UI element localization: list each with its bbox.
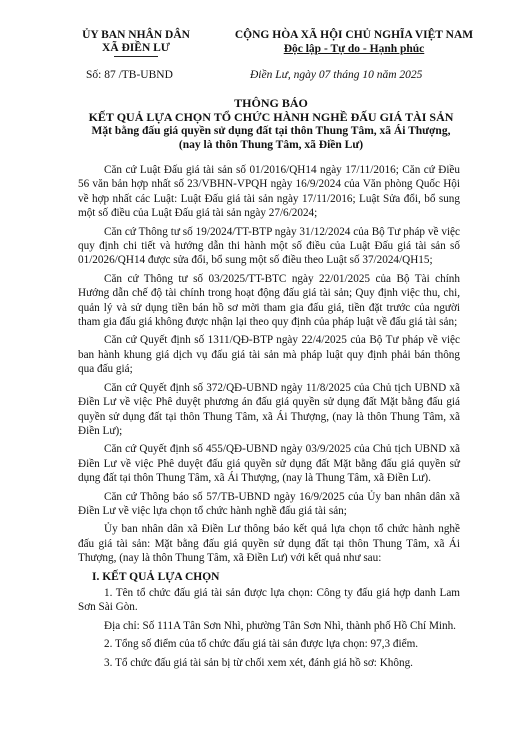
paragraph: Căn cứ Thông tư số 19/2024/TT-BTP ngày 31/12/2024 của Bộ Tư pháp về việc quy định chi tiết và hướng dẫn thi hành một số điều của Luật Đấu giá tài sản số 01/2026/QH14 được sửa đổi, bổ sung một số điều theo Luật số 37/2024/QH15; bbox=[78, 225, 460, 267]
paragraph: Căn cứ Thông tư số 03/2025/TT-BTC ngày 22/01/2025 của Bộ Tài chính Hướng dẫn chế độ tài chính trong hoạt động đấu giá tài sản; Quy định việc thu, chi, quản lý và sử dụng tiền bán hồ sơ mời tham gia đấu giá, tiền đặt trước của người tham gia đấu giá không được nhận lại theo quy định của pháp luật về đấu giá tài sản; bbox=[78, 272, 460, 329]
document-type: THÔNG BÁO bbox=[234, 96, 308, 110]
section-item: 2. Tổng số điểm của tổ chức đấu giá tài sản được lựa chọn: 97,3 điểm. bbox=[104, 638, 419, 651]
section-item: 1. Tên tổ chức đấu giá tài sản được lựa chọn: Công ty đấu giá hợp danh Lam Sơn Sài Gòn. bbox=[78, 586, 460, 614]
agency-line-1: ỦY BAN NHÂN DÂN bbox=[82, 29, 190, 41]
document-subtitle-2: (nay là thôn Thung Tâm, xã Điền Lư) bbox=[178, 139, 364, 151]
document-subtitle: Mặt bằng đấu giá quyền sử dụng đất tại thôn Thung Tâm, xã Ái Thượng, bbox=[91, 125, 451, 137]
agency-line-2: XÃ ĐIỀN LƯ bbox=[102, 42, 170, 54]
paragraph: Ủy ban nhân dân xã Điền Lư thông báo kết quả lựa chọn tổ chức hành nghề đấu giá tài sản: Mặt bằng đấu giá quyền sử dụng đất tại thôn Thung Tâm, xã Ái Thượng, (nay là thôn Thung Tâm, xã Điền Lư) với kết quả như sau: bbox=[78, 523, 460, 565]
paragraph: Căn cứ Quyết định số 1311/QĐ-BTP ngày 22/4/2025 của Bộ Tư pháp về việc ban hành khung giá dịch vụ đấu giá tài sản mà pháp luật quy định phải bán thông qua đấu giá; bbox=[78, 334, 460, 376]
section-heading: I. KẾT QUẢ LỰA CHỌN bbox=[92, 570, 220, 583]
national-heading bbox=[226, 29, 482, 56]
paragraph: Căn cứ Thông báo số 57/TB-UBND ngày 16/9/2025 của Ủy ban nhân dân xã Điền Lư về việc lựa chọn tổ chức hành nghề đấu giá tài sản; bbox=[78, 490, 460, 517]
agency-underline bbox=[114, 56, 158, 57]
paragraph: Căn cứ Luật Đấu giá tài sản số 01/2016/QH14 ngày 17/11/2016; Căn cứ Điều 56 văn bản hợp nhất số 23/VBHN-VPQH ngày 16/9/2024 của Văn phòng Quốc Hội về hợp nhất các Luật: Luật Đấu giá tài sản ngày 17/11/2016; Luật Sửa đổi, bổ sung một số điều của Luật Đấu giá tài sản ngày 27/6/2024; bbox=[78, 164, 460, 220]
paragraph: Căn cứ Quyết định số 372/QĐ-UBND ngày 11/8/2025 của Chủ tịch UBND xã Điền Lư về việc Phê duyệt phương án đấu giá quyền sử dụng đất Mặt bằng đấu giá quyền sử dụng đất tại thôn Thung Tâm, xã Ái Thượng, (nay là thôn Thung Tâm, xã Điền Lư); bbox=[78, 381, 460, 437]
issuing-agency bbox=[56, 29, 216, 57]
document-title: KẾT QUẢ LỰA CHỌN TỔ CHỨC HÀNH NGHỀ ĐẤU GIÁ TÀI SẢN bbox=[88, 110, 454, 124]
section-item: 3. Tổ chức đấu giá tài sản bị từ chối xem xét, đánh giá hồ sơ: Không. bbox=[104, 656, 413, 669]
document-body bbox=[78, 163, 460, 674]
motto-text: Độc lập - Tự do - Hạnh phúc bbox=[283, 43, 425, 55]
document-date: Điền Lư, ngày 07 tháng 10 năm 2025 bbox=[250, 69, 423, 81]
national-motto bbox=[226, 42, 482, 56]
paragraph: Căn cứ Quyết định số 455/QĐ-UBND ngày 03/9/2025 của Chủ tịch UBND xã Điền Lư về việc Phê duyệt đấu giá quyền sử dụng đất Mặt bằng đấu giá quyền sử dụng đất tại thôn Thung Tâm, xã Ái Thượng, (nay là Thung Tâm, xã Điền Lư). bbox=[78, 443, 460, 485]
national-title: CỘNG HÒA XÃ HỘI CHỦ NGHĨA VIỆT NAM bbox=[234, 29, 474, 41]
section-item: Địa chỉ: Số 111A Tân Sơn Nhì, phường Tân Sơn Nhì, thành phố Hồ Chí Minh. bbox=[104, 619, 456, 632]
document-title-block bbox=[60, 96, 482, 152]
document-number: Số: 87 /TB-UBND bbox=[86, 69, 173, 81]
